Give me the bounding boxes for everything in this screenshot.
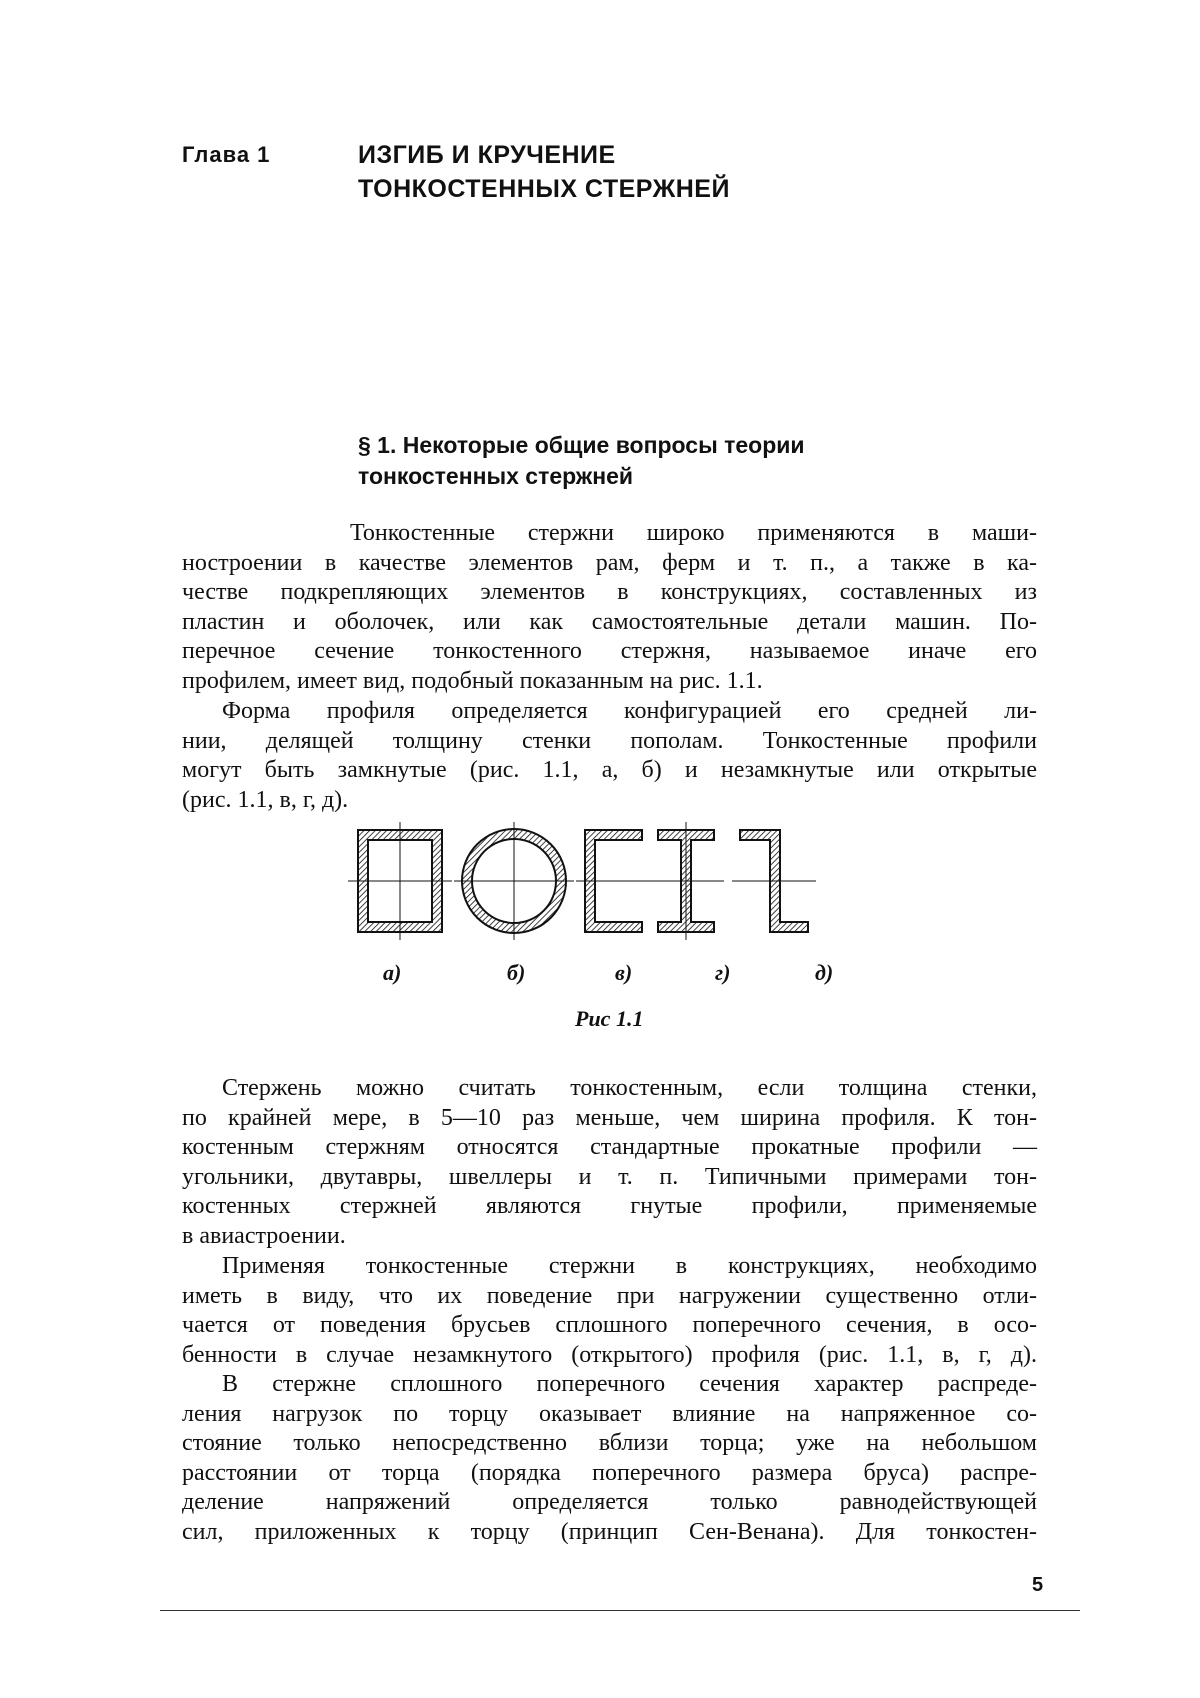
figure-sublabel-b: б) — [507, 960, 526, 985]
text-line: Тонкостенные стержни широко применяются в маши- — [350, 520, 1037, 546]
figure-sublabel-d: д) — [815, 960, 834, 985]
profile-z-section — [732, 830, 816, 932]
figure-sublabel-v: в) — [615, 960, 633, 985]
text-line: могут быть замкнутые (рис. 1.1, а, б) и незамкнутые или открытые — [182, 757, 1037, 784]
text-line: В стержне сплошного поперечного сечения характер распреде- — [222, 1371, 1037, 1397]
text-line: Форма профиля определяется конфигурацией его средней ли- — [222, 698, 1037, 724]
text-line: нии, делящей толщину стенки пополам. Тонкостенные профили — [182, 727, 1037, 754]
text-line: сил, приложенных к торцу (принцип Сен-Венана). Для тонкостен- — [182, 1518, 1037, 1545]
text-line: деление напряжений определяется только равнодействующей — [182, 1489, 1037, 1516]
text-line: Применяя тонкостенные стержни в конструкциях, необходимо — [222, 1253, 1037, 1279]
text-line: ностроении в качестве элементов рам, ферм и т. п., а также в ка- — [182, 549, 1037, 576]
paragraph — [182, 697, 1037, 815]
profile-circular-tube — [454, 822, 574, 940]
chapter-label: Глава 1 — [182, 142, 271, 167]
text-line: профилем, имеет вид, подобный показанным на рис. 1.1. — [182, 667, 763, 694]
chapter-title-line: ИЗГИБ И КРУЧЕНИЕ — [358, 141, 616, 169]
text-line: по крайней мере, в 5—10 раз меньше, чем ширина профиля. К тон- — [182, 1104, 1037, 1131]
text-line: костенных стержней являются гнутые профили, применяемые — [182, 1193, 1037, 1220]
text-line: расстоянии от торца (порядка поперечного размера бруса) распре- — [182, 1459, 1037, 1486]
page-number: 5 — [1032, 1574, 1044, 1596]
text-line: пластин и оболочек, или как самостоятельные детали машин. По- — [182, 608, 1037, 635]
figure-sublabel-a: а) — [383, 960, 402, 985]
section-title-line: тонкостенных стержней — [358, 463, 634, 489]
paragraph — [182, 1252, 1037, 1370]
text-line: костенным стержням относятся стандартные прокатные профили — — [182, 1134, 1037, 1161]
text-line: угольники, двутавры, швеллеры и т. п. Типичными примерами тон- — [182, 1163, 1037, 1190]
figure-profiles — [340, 820, 880, 1020]
profile-i-beam — [648, 822, 724, 940]
text-line: перечное сечение тонкостенного стержня, называемое иначе его — [182, 638, 1037, 665]
text-line: бенности в случае незамкнутого (открытого) профиля (рис. 1.1, в, г, д). — [182, 1341, 1037, 1368]
text-line: чается от поведения брусьев сплошного поперечного сечения, в осо- — [182, 1312, 1037, 1339]
text-line: иметь в виду, что их поведение при нагружении существенно отли- — [182, 1282, 1037, 1309]
text-line: в авиастроении. — [182, 1222, 346, 1249]
paragraph — [182, 1074, 1037, 1252]
paragraph — [182, 519, 1037, 697]
text-line: ления нагрузок по торцу оказывает влияние на напряженное со- — [182, 1400, 1037, 1427]
text-line: Стержень можно считать тонкостенным, если толщина стенки, — [222, 1075, 1037, 1101]
text-line: стояние только непосредственно вблизи торца; уже на небольшом — [182, 1430, 1037, 1457]
chapter-title-line: ТОНКОСТЕННЫХ СТЕРЖНЕЙ — [358, 175, 730, 203]
footer-divider — [160, 1610, 1080, 1611]
text-line: (рис. 1.1, в, г, д). — [182, 786, 349, 813]
figure-caption: Рис 1.1 — [575, 1006, 644, 1031]
profile-channel — [576, 830, 652, 932]
section-title — [358, 430, 805, 492]
figure-sublabel-g: г) — [715, 960, 731, 985]
chapter-title — [358, 138, 730, 206]
section-title-line: § 1. Некоторые общие вопросы теории — [358, 432, 805, 458]
paragraph — [182, 1370, 1037, 1548]
text-line: честве подкрепляющих элементов в конструкциях, составленных из — [182, 579, 1037, 606]
profile-rectangular-tube — [348, 822, 452, 940]
